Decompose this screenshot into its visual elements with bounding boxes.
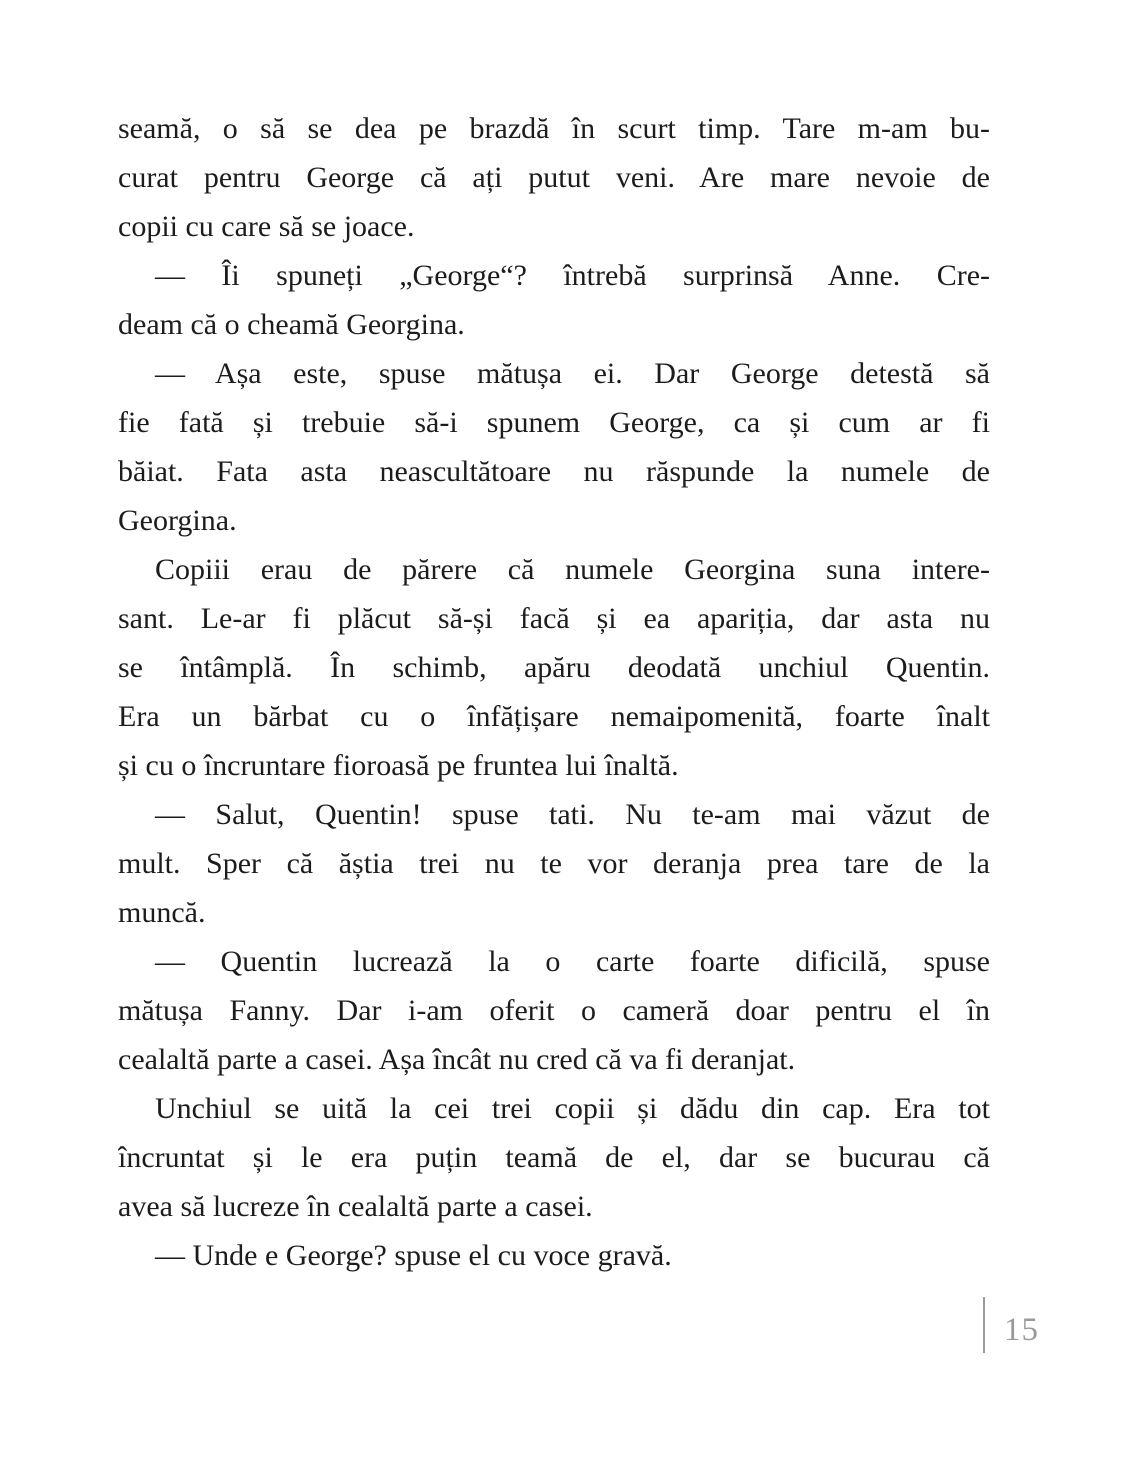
text-line: curat pentru George că ați putut veni. Are mare nevoie de [118, 161, 990, 194]
text-line: — Îi spuneți „George“? întrebă surprinsă Anne. Cre- [155, 259, 990, 292]
page-number: 15 [1004, 1312, 1039, 1348]
text-block [118, 104, 990, 1280]
text-line: încruntat și le era puțin teamă de el, dar se bucurau că [118, 1141, 990, 1174]
text-line: muncă. [118, 896, 206, 929]
text-line: mult. Sper că ăștia trei nu te vor deranja prea tare de la [118, 847, 990, 880]
text-line: — Salut, Quentin! spuse tati. Nu te-am mai văzut de [155, 798, 990, 831]
text-line: sant. Le-ar fi plăcut să-și facă și ea apariția, dar asta nu [118, 602, 990, 635]
text-line: fie fată și trebuie să-i spunem George, ca și cum ar fi [118, 406, 990, 439]
text-line: deam că o cheamă Georgina. [118, 308, 465, 341]
text-line: — Așa este, spuse mătușa ei. Dar George detestă să [155, 357, 990, 390]
text-line: se întâmplă. În schimb, apăru deodată unchiul Quentin. [118, 651, 990, 684]
text-line: Era un bărbat cu o înfățișare nemaipomenită, foarte înalt [118, 700, 990, 733]
text-line: Copiii erau de părere că numele Georgina suna intere- [155, 553, 990, 586]
text-line: cealaltă parte a casei. Așa încât nu cred că va fi deranjat. [118, 1043, 796, 1076]
text-line: băiat. Fata asta neascultătoare nu răspunde la numele de [118, 455, 990, 488]
text-line: copii cu care să se joace. [118, 210, 415, 243]
text-line: și cu o încruntare fioroasă pe fruntea lui înaltă. [118, 749, 679, 782]
text-line: mătușa Fanny. Dar i-am oferit o cameră doar pentru el în [118, 994, 990, 1027]
text-line: Georgina. [118, 504, 237, 537]
text-line: avea să lucreze în cealaltă parte a casei. [118, 1190, 593, 1223]
text-line: Unchiul se uită la cei trei copii și dădu din cap. Era tot [155, 1092, 990, 1125]
text-line: — Unde e George? spuse el cu voce gravă. [155, 1239, 672, 1272]
text-line: seamă, o să se dea pe brazdă în scurt timp. Tare m-am bu- [118, 112, 990, 145]
text-line: — Quentin lucrează la o carte foarte dificilă, spuse [155, 945, 990, 978]
page-number-divider [983, 1297, 985, 1353]
